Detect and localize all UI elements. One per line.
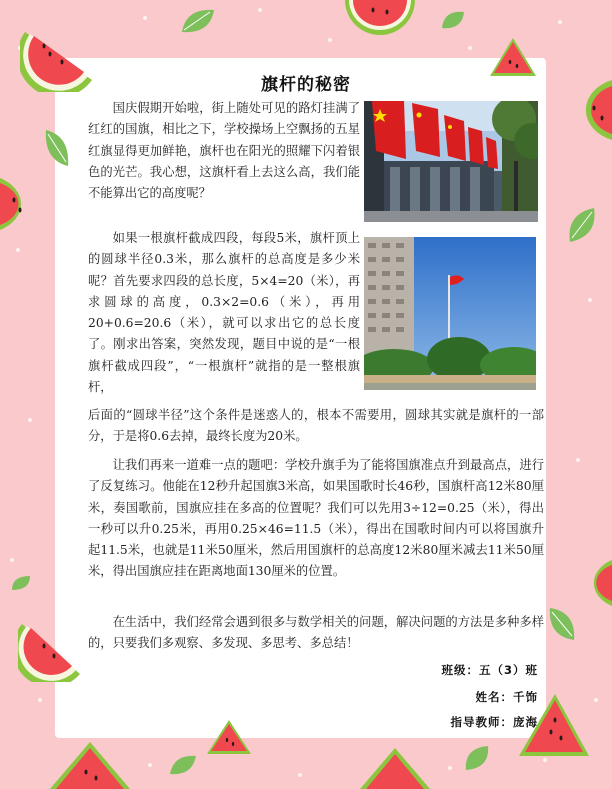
watermelon-slice-icon (578, 560, 612, 606)
intro-paragraph: 国庆假期开始啦，街上随处可见的路灯挂满了红红的国旗，相比之下，学校操场上空飘扬的五星红旗显得更加鲜艳，旗杆也在阳光的照耀下闪着银色的光芒。我心想，这旗杆看上去这么高，我们能不能算出它的高度呢？ (88, 101, 360, 201)
leaf-icon (566, 206, 598, 244)
watermelon-slice-icon (488, 36, 538, 80)
watermelon-slice-icon (205, 718, 253, 758)
watermelon-slice-icon (572, 80, 612, 140)
flagpole-photo (364, 237, 536, 390)
leaf-icon (546, 606, 578, 642)
watermelon-slice-icon (360, 748, 430, 789)
leaf-icon (168, 752, 198, 778)
watermelon-slice-icon (515, 690, 593, 760)
watermelon-slice-icon (18, 618, 84, 682)
conclusion-paragraph: 在生活中，我们经常会遇到很多与数学相关的问题，解决问题的方法是多种多样的，只要我们多观察、多发现、多思考、多总结！ (88, 615, 544, 651)
article-title: 旗杆的秘密 (261, 75, 351, 95)
teacher-line: 指导教师：庞海 (450, 715, 538, 729)
leaf-icon (42, 128, 72, 168)
name-line: 姓名：千饰 (475, 690, 538, 704)
street-flags-photo (364, 101, 538, 222)
leaf-icon (462, 744, 492, 774)
watermelon-slice-icon (0, 178, 42, 230)
flag-raising-problem-paragraph: 让我们再来一道难一点的题吧：学校升旗手为了能将国旗准点升到最高点，进行了反复练习。他能在12秒升起国旗3米高，如果国歌时长46秒，国旗杆高12米80厘米，奏国歌前，国旗应挂在多高的位置呢？我们可以先用3÷12=0.25（米），得出一秒可以升0.25米，再用0.25×46=11.5（米），得出在国歌时间内可以将国旗升起11.5米，也就是11米50厘米，然后用国旗杆的总高度12米80厘米减去11米50厘米，得出国旗应挂在距离地面130厘米的位置。 (88, 458, 544, 579)
watermelon-slice-icon (20, 22, 100, 92)
flagpole-problem-paragraph: 如果一根旗杆截成四段，每段5米，旗杆顶上的圆球半径0.3米，那么旗杆的总高度是多少米呢？首先要求四段的总长度，5×4=20（米），再求圆球的高度，0.3×2=0.6（米），再用20+0.6=20.6（米），就可以求出它的总长度了。刚求出答案，突然发现，题目中说的是“一根旗杆截成四段”，“一根旗杆”就指的是一整根旗杆， (88, 231, 360, 395)
watermelon-slice-icon (50, 742, 130, 789)
leaf-icon (440, 8, 466, 32)
leaf-icon (10, 574, 32, 592)
watermelon-slice-icon (345, 0, 415, 40)
flagpole-answer-paragraph: 后面的“圆球半径”这个条件是迷惑人的，根本不需要用，圆球其实就是旗杆的一部分，于是将0.6去掉，最终长度为20米。 (88, 408, 544, 444)
class-line: 班级：五（3）班 (441, 663, 538, 677)
leaf-icon (180, 6, 216, 36)
